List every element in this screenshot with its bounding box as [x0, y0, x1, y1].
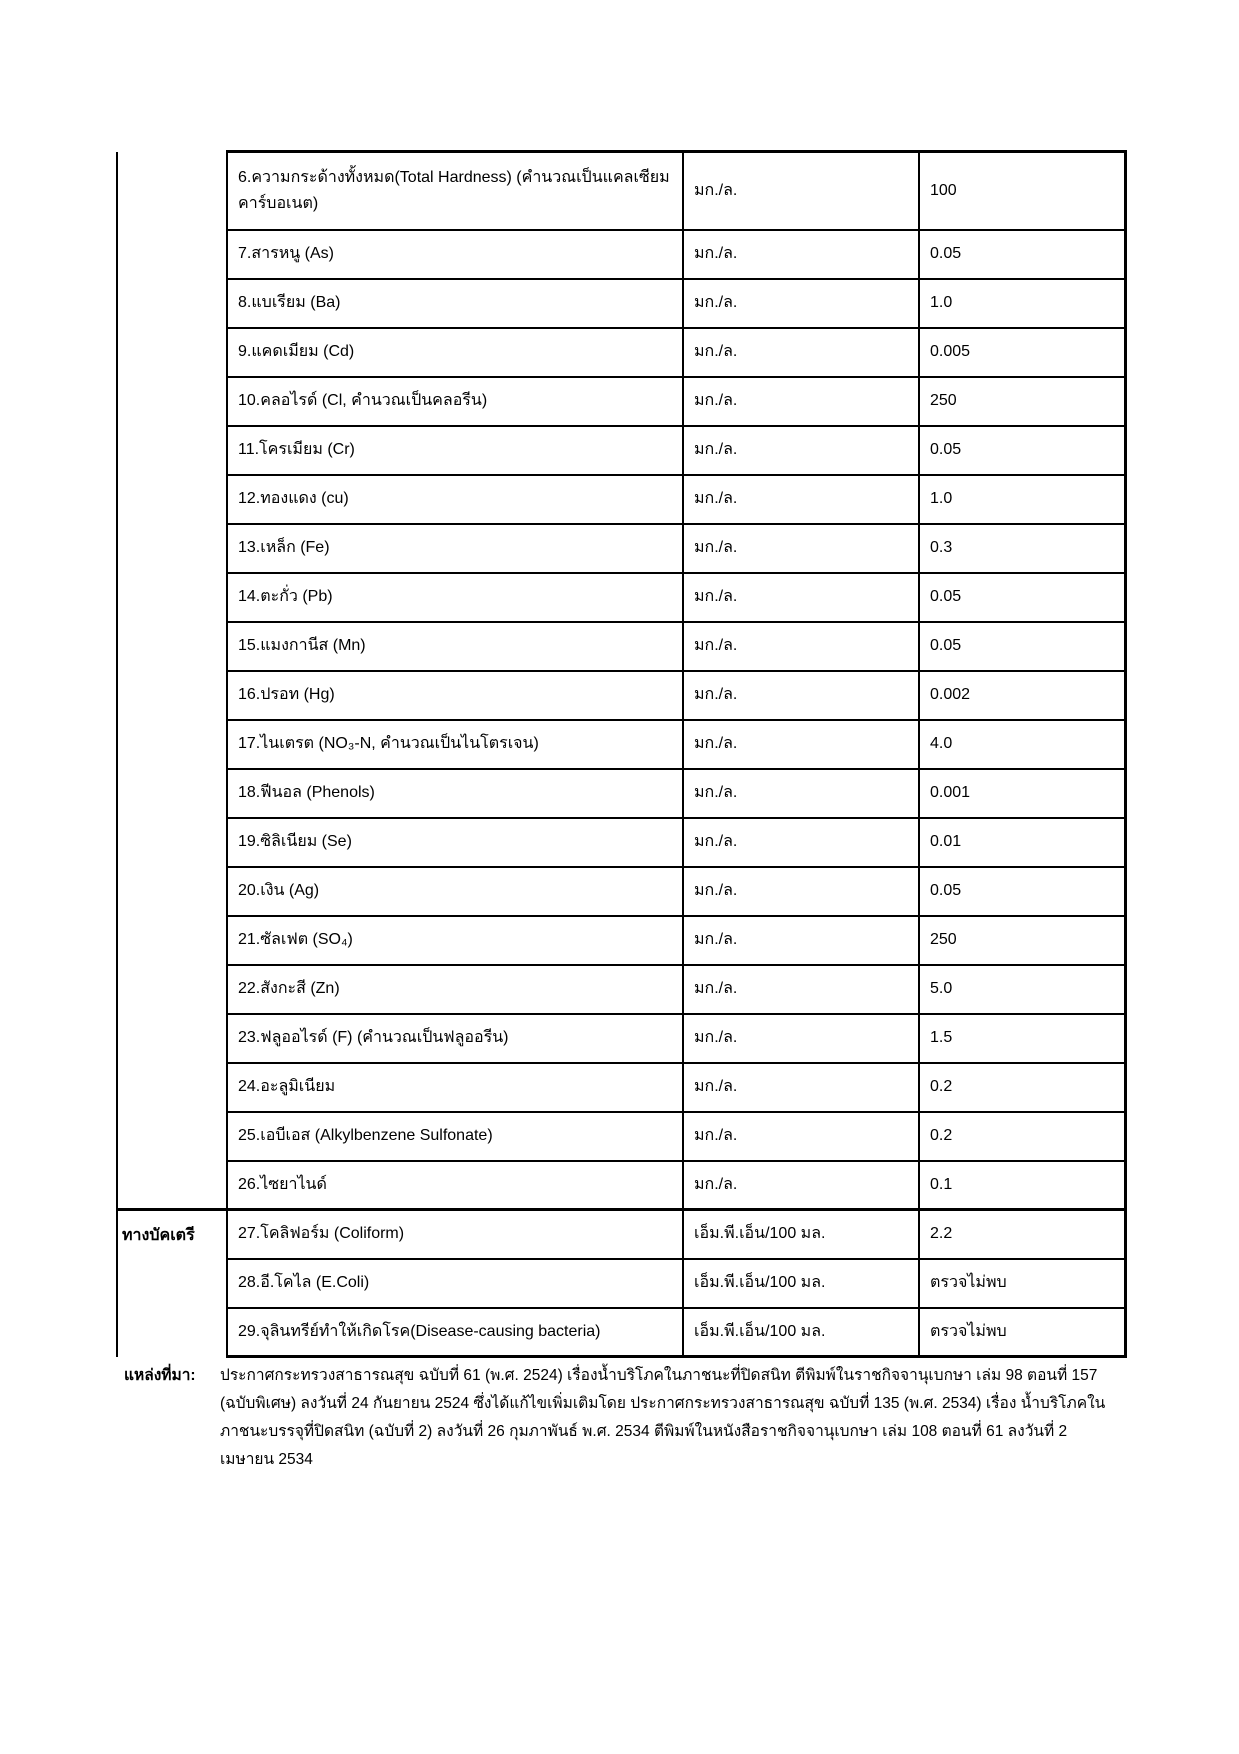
- table-row: [117, 1063, 1125, 1112]
- table-row: [117, 867, 1125, 916]
- table-row: [117, 152, 1125, 230]
- table-row: [117, 1161, 1125, 1210]
- table-row: [117, 671, 1125, 720]
- value-cell: 0.1: [919, 1161, 1125, 1210]
- item-cell: 18.ฟีนอล (Phenols): [227, 769, 683, 818]
- value-cell: 0.05: [919, 622, 1125, 671]
- value-cell: 250: [919, 377, 1125, 426]
- item-cell: 17.ไนเตรต (NO₃-N, คำนวณเป็นไนโตรเจน): [227, 720, 683, 769]
- unit-cell: มก./ล.: [683, 426, 919, 475]
- unit-cell: มก./ล.: [683, 1161, 919, 1210]
- table-row: [117, 573, 1125, 622]
- value-cell: 0.2: [919, 1063, 1125, 1112]
- table-row: [117, 279, 1125, 328]
- value-cell: 1.5: [919, 1014, 1125, 1063]
- value-cell: 2.2: [919, 1210, 1125, 1259]
- water-quality-table: [116, 150, 1127, 1358]
- value-cell: 1.0: [919, 475, 1125, 524]
- unit-cell: มก./ล.: [683, 1112, 919, 1161]
- unit-cell: เอ็ม.พี.เอ็น/100 มล.: [683, 1210, 919, 1259]
- unit-cell: มก./ล.: [683, 524, 919, 573]
- unit-cell: เอ็ม.พี.เอ็น/100 มล.: [683, 1259, 919, 1308]
- unit-cell: มก./ล.: [683, 475, 919, 524]
- value-cell: 1.0: [919, 279, 1125, 328]
- unit-cell: มก./ล.: [683, 671, 919, 720]
- item-cell: 20.เงิน (Ag): [227, 867, 683, 916]
- category-cell: [117, 152, 227, 1210]
- unit-cell: เอ็ม.พี.เอ็น/100 มล.: [683, 1308, 919, 1357]
- unit-cell: มก./ล.: [683, 328, 919, 377]
- value-cell: 0.002: [919, 671, 1125, 720]
- value-cell: 0.3: [919, 524, 1125, 573]
- table-row: [117, 328, 1125, 377]
- unit-cell: มก./ล.: [683, 573, 919, 622]
- source-text: ประกาศกระทรวงสาธารณสุข ฉบับที่ 61 (พ.ศ. 2524) เรื่องน้ำบริโภคในภาชนะที่ปิดสนิท ตีพิมพ์ในราชกิจจานุเบกษา เล่ม 98 ตอนที่ 157 (ฉบับพิเศษ) ลงวันที่ 24 กันยายน 2524 ซึ่งได้แก้ไขเพิ่มเติมโดย ประกาศกระทรวงสาธารณสุข ฉบับที่ 135 (พ.ศ. 2534) เรื่อง น้ำบริโภคในภาชนะบรรจุที่ปิดสนิท (ฉบับที่ 2) ลงวันที่ 26 กุมภาพันธ์ พ.ศ. 2534 ตีพิมพ์ในหนังสือราชกิจจานุเบกษา เล่ม 108 ตอนที่ 61 ลงวันที่ 2 เมษายน 2534: [220, 1367, 1106, 1468]
- value-cell: 250: [919, 916, 1125, 965]
- item-cell: 13.เหล็ก (Fe): [227, 524, 683, 573]
- table-row: [117, 230, 1125, 279]
- item-cell: 28.อี.โคไล (E.Coli): [227, 1259, 683, 1308]
- value-cell: 0.01: [919, 818, 1125, 867]
- unit-cell: มก./ล.: [683, 622, 919, 671]
- unit-cell: มก./ล.: [683, 769, 919, 818]
- table-row: [117, 1210, 1125, 1259]
- item-cell: 29.จุลินทรีย์ทำให้เกิดโรค(Disease-causing bacteria): [227, 1308, 683, 1357]
- value-cell: ตรวจไม่พบ: [919, 1259, 1125, 1308]
- table-row: [117, 720, 1125, 769]
- value-cell: 0.05: [919, 867, 1125, 916]
- table-row: [117, 1014, 1125, 1063]
- table-row: [117, 818, 1125, 867]
- value-cell: 100: [919, 152, 1125, 230]
- category-cell: ทางบัคเตรี: [117, 1210, 227, 1357]
- unit-cell: มก./ล.: [683, 279, 919, 328]
- table-row: [117, 426, 1125, 475]
- unit-cell: มก./ล.: [683, 1014, 919, 1063]
- unit-cell: มก./ล.: [683, 1063, 919, 1112]
- unit-cell: มก./ล.: [683, 230, 919, 279]
- table-row: [117, 1112, 1125, 1161]
- unit-cell: มก./ล.: [683, 720, 919, 769]
- table-row: [117, 965, 1125, 1014]
- item-cell: 22.สังกะสี (Zn): [227, 965, 683, 1014]
- item-cell: 23.ฟลูออไรด์ (F) (คำนวณเป็นฟลูออรีน): [227, 1014, 683, 1063]
- table-row: [117, 916, 1125, 965]
- table-row: [117, 377, 1125, 426]
- item-cell: 10.คลอไรด์ (Cl, คำนวณเป็นคลอรีน): [227, 377, 683, 426]
- value-cell: 0.05: [919, 230, 1125, 279]
- table-row: [117, 524, 1125, 573]
- value-cell: 0.005: [919, 328, 1125, 377]
- unit-cell: มก./ล.: [683, 916, 919, 965]
- item-cell: 16.ปรอท (Hg): [227, 671, 683, 720]
- source-label: แหล่งที่มา:: [124, 1367, 196, 1384]
- item-cell: 27.โคลิฟอร์ม (Coliform): [227, 1210, 683, 1259]
- unit-cell: มก./ล.: [683, 377, 919, 426]
- item-cell: 7.สารหนู (As): [227, 230, 683, 279]
- unit-cell: มก./ล.: [683, 152, 919, 230]
- item-cell: 11.โครเมียม (Cr): [227, 426, 683, 475]
- table-row: [117, 475, 1125, 524]
- item-cell: 24.อะลูมิเนียม: [227, 1063, 683, 1112]
- table-row: [117, 1308, 1125, 1357]
- source-note: [124, 1362, 1114, 1474]
- value-cell: 0.05: [919, 426, 1125, 475]
- value-cell: 0.2: [919, 1112, 1125, 1161]
- unit-cell: มก./ล.: [683, 818, 919, 867]
- item-cell: 8.แบเรียม (Ba): [227, 279, 683, 328]
- item-cell: 12.ทองแดง (cu): [227, 475, 683, 524]
- unit-cell: มก./ล.: [683, 965, 919, 1014]
- value-cell: 0.05: [919, 573, 1125, 622]
- item-cell: 15.แมงกานีส (Mn): [227, 622, 683, 671]
- item-cell: 25.เอบีเอส (Alkylbenzene Sulfonate): [227, 1112, 683, 1161]
- item-cell: 21.ซัลเฟต (SO₄): [227, 916, 683, 965]
- table-row: [117, 769, 1125, 818]
- item-cell: 6.ความกระด้างทั้งหมด(Total Hardness) (คำนวณเป็นแคลเซียมคาร์บอเนต): [227, 152, 683, 230]
- item-cell: 14.ตะกั่ว (Pb): [227, 573, 683, 622]
- table-row: [117, 622, 1125, 671]
- item-cell: 19.ซิลิเนียม (Se): [227, 818, 683, 867]
- unit-cell: มก./ล.: [683, 867, 919, 916]
- value-cell: ตรวจไม่พบ: [919, 1308, 1125, 1357]
- value-cell: 5.0: [919, 965, 1125, 1014]
- table-row: [117, 1259, 1125, 1308]
- item-cell: 26.ไซยาไนด์: [227, 1161, 683, 1210]
- value-cell: 0.001: [919, 769, 1125, 818]
- item-cell: 9.แคดเมียม (Cd): [227, 328, 683, 377]
- table-body: [117, 152, 1125, 1357]
- value-cell: 4.0: [919, 720, 1125, 769]
